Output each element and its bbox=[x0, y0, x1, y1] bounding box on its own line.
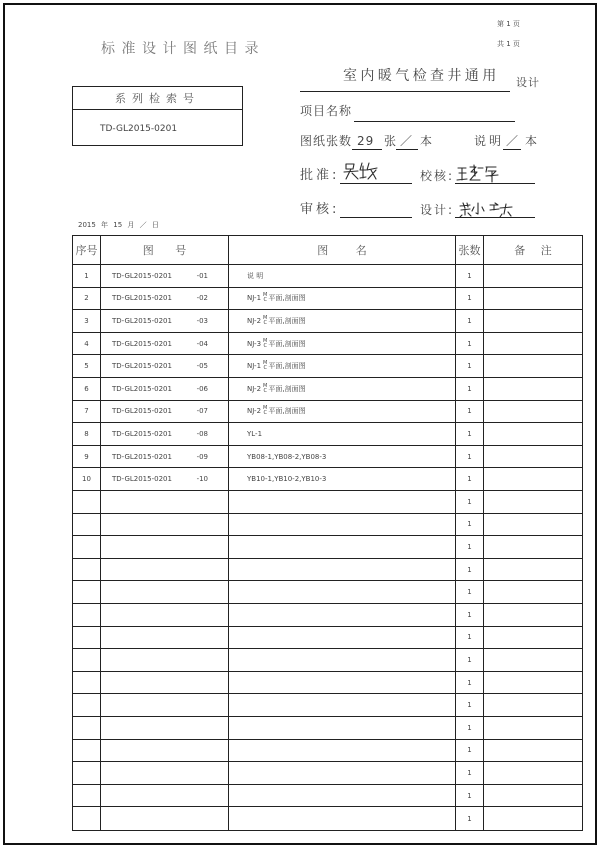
remark-cell bbox=[484, 401, 582, 423]
drawing-number: TD-GL2015-0201 bbox=[112, 271, 172, 280]
drawing-name-cell bbox=[229, 694, 456, 716]
fraction-bottom: C bbox=[263, 319, 267, 326]
drawing-name-cell bbox=[229, 468, 456, 490]
fraction-bottom: C bbox=[263, 297, 267, 304]
project-title: 室内暖气检查井通用 bbox=[343, 68, 500, 84]
drawing-name-cell bbox=[229, 423, 456, 445]
sheet-count: 1 bbox=[467, 678, 472, 687]
drawing-name-fraction bbox=[263, 406, 267, 416]
drawing-name-cell bbox=[229, 378, 456, 400]
table-row bbox=[73, 717, 582, 740]
table-row bbox=[73, 378, 582, 401]
sheet-count-cell bbox=[456, 265, 484, 287]
drawing-name-cell bbox=[229, 627, 456, 649]
remark-cell bbox=[484, 627, 582, 649]
row-number-cell bbox=[73, 694, 101, 716]
row-number-cell bbox=[73, 649, 101, 671]
sheet-count: 1 bbox=[467, 542, 472, 551]
drawing-number: TD-GL2015-0201 bbox=[112, 452, 172, 461]
project-name-label: 项目名称 bbox=[300, 104, 353, 118]
remark-cell bbox=[484, 423, 582, 445]
drawing-number-cell bbox=[101, 581, 229, 603]
remark-cell bbox=[484, 694, 582, 716]
drawing-name-cell bbox=[229, 740, 456, 762]
approve-label: 批准: bbox=[300, 168, 340, 183]
sheet-count-cell bbox=[456, 536, 484, 558]
table-row bbox=[73, 491, 582, 514]
drawing-name-cell bbox=[229, 717, 456, 739]
header-remark: 备 注 bbox=[514, 244, 552, 257]
drawing-name-tail: 平面,剖面图 bbox=[268, 316, 306, 325]
table-row bbox=[73, 740, 582, 763]
remark-cell bbox=[484, 762, 582, 784]
drawing-number-cell bbox=[101, 468, 229, 490]
sheet-count-cell bbox=[456, 355, 484, 377]
drawing-name: YB08-1,YB08-2,YB08-3 bbox=[247, 452, 327, 461]
project-title-suffix: 设计 bbox=[516, 76, 540, 89]
sheet-count: 1 bbox=[467, 768, 472, 777]
table-row bbox=[73, 536, 582, 559]
fraction-top: M bbox=[263, 360, 268, 367]
table-row bbox=[73, 310, 582, 333]
review-label: 审核: bbox=[300, 202, 340, 217]
row-number-cell bbox=[73, 288, 101, 310]
row-number-cell bbox=[73, 333, 101, 355]
sheet-count: 1 bbox=[467, 746, 472, 755]
drawing-name: NJ-2 bbox=[247, 407, 262, 416]
row-number-cell bbox=[73, 807, 101, 830]
drawing-name-cell bbox=[229, 265, 456, 287]
sheet-count-underline bbox=[352, 149, 382, 150]
remark-cell bbox=[484, 672, 582, 694]
sheet-count-cell bbox=[456, 468, 484, 490]
sheet-suffix: -08 bbox=[196, 429, 208, 438]
drawing-number-cell bbox=[101, 762, 229, 784]
drawing-name-cell bbox=[229, 672, 456, 694]
row-number-cell bbox=[73, 446, 101, 468]
drawing-name-fraction bbox=[263, 384, 267, 394]
sheet-count: 1 bbox=[467, 429, 472, 438]
row-number-cell bbox=[73, 468, 101, 490]
drawing-number-cell bbox=[101, 401, 229, 423]
fraction-top: M bbox=[263, 314, 268, 321]
drawing-number-cell bbox=[101, 740, 229, 762]
project-name-underline bbox=[354, 121, 515, 122]
drawing-number-cell bbox=[101, 649, 229, 671]
row-number: 5 bbox=[84, 362, 89, 371]
sheet-count-cell bbox=[456, 762, 484, 784]
sheet-count: 1 bbox=[467, 814, 472, 823]
row-number: 6 bbox=[84, 384, 89, 393]
remark-cell bbox=[484, 536, 582, 558]
table-row bbox=[73, 694, 582, 717]
review-underline bbox=[340, 217, 412, 218]
row-number-cell bbox=[73, 627, 101, 649]
drawing-number-cell bbox=[101, 288, 229, 310]
sheet-suffix: -05 bbox=[196, 362, 208, 371]
drawing-name-cell bbox=[229, 446, 456, 468]
drawing-number: TD-GL2015-0201 bbox=[112, 362, 172, 371]
sheet-count-cell bbox=[456, 401, 484, 423]
row-number-cell bbox=[73, 423, 101, 445]
drawing-number-cell bbox=[101, 559, 229, 581]
sheet-count-value: 29 bbox=[357, 134, 375, 148]
sheet-count-cell bbox=[456, 491, 484, 513]
sheet-suffix: -06 bbox=[196, 384, 208, 393]
table-row bbox=[73, 355, 582, 378]
drawing-number-cell bbox=[101, 694, 229, 716]
remark-cell bbox=[484, 333, 582, 355]
header-sheet-count: 张数 bbox=[456, 236, 484, 264]
row-number-cell bbox=[73, 265, 101, 287]
table-row bbox=[73, 559, 582, 582]
drawing-name-cell bbox=[229, 491, 456, 513]
sheet-count: 1 bbox=[467, 271, 472, 280]
notes-label: 说明 bbox=[474, 134, 505, 148]
row-number: 2 bbox=[84, 294, 89, 303]
drawing-name-tail: 平面,剖面图 bbox=[268, 384, 306, 393]
drawing-name-cell bbox=[229, 536, 456, 558]
drawing-number-cell bbox=[101, 514, 229, 536]
drawing-name: NJ-2 bbox=[247, 316, 262, 325]
drawing-name-tail: 平面,剖面图 bbox=[268, 407, 306, 416]
sheet-count: 1 bbox=[467, 384, 472, 393]
sheet-count-cell bbox=[456, 559, 484, 581]
sheet-suffix: -04 bbox=[196, 339, 208, 348]
drawing-name-fraction bbox=[263, 361, 267, 371]
table-row bbox=[73, 672, 582, 695]
sheet-count: 1 bbox=[467, 791, 472, 800]
sheet-count: 1 bbox=[467, 588, 472, 597]
remark-cell bbox=[484, 491, 582, 513]
table-row bbox=[73, 265, 582, 288]
fraction-bottom: C bbox=[263, 342, 267, 349]
sheet-count-cell bbox=[456, 740, 484, 762]
drawing-list-table bbox=[72, 235, 583, 831]
row-number: 9 bbox=[84, 452, 89, 461]
drawing-name: NJ-1 bbox=[247, 294, 262, 303]
remark-cell bbox=[484, 807, 582, 830]
notes-value: ／ bbox=[506, 134, 520, 148]
per-book-value: ／ bbox=[400, 134, 414, 148]
project-title-underline bbox=[300, 91, 510, 92]
drawing-number: TD-GL2015-0201 bbox=[112, 384, 172, 393]
table-row bbox=[73, 807, 582, 830]
per-book-unit: 本 bbox=[420, 134, 434, 148]
drawing-name-cell bbox=[229, 514, 456, 536]
sheet-count: 1 bbox=[467, 294, 472, 303]
table-row bbox=[73, 785, 582, 808]
sheet-count: 1 bbox=[467, 633, 472, 642]
document-title: 标准设计图纸目录 bbox=[101, 41, 265, 57]
sheet-suffix: -01 bbox=[196, 271, 208, 280]
row-number-cell bbox=[73, 401, 101, 423]
remark-cell bbox=[484, 740, 582, 762]
row-number: 1 bbox=[84, 271, 89, 280]
drawing-number: TD-GL2015-0201 bbox=[112, 316, 172, 325]
drawing-number-cell bbox=[101, 717, 229, 739]
row-number-cell bbox=[73, 581, 101, 603]
sheet-count-cell bbox=[456, 649, 484, 671]
row-number: 8 bbox=[84, 429, 89, 438]
sheet-suffix: -03 bbox=[196, 316, 208, 325]
sheet-count-cell bbox=[456, 604, 484, 626]
drawing-number-cell bbox=[101, 355, 229, 377]
table-row bbox=[73, 604, 582, 627]
remark-cell bbox=[484, 378, 582, 400]
table-row bbox=[73, 468, 582, 491]
sheet-count-cell bbox=[456, 581, 484, 603]
notes-unit: 本 bbox=[525, 134, 539, 148]
fraction-bottom: C bbox=[263, 410, 267, 417]
remark-cell bbox=[484, 785, 582, 807]
designer-signature bbox=[458, 199, 514, 219]
row-number-cell bbox=[73, 604, 101, 626]
fraction-top: M bbox=[263, 292, 268, 299]
sheet-count: 1 bbox=[467, 610, 472, 619]
row-number: 4 bbox=[84, 339, 89, 348]
remark-cell bbox=[484, 514, 582, 536]
drawing-number: TD-GL2015-0201 bbox=[112, 429, 172, 438]
drawing-name-cell bbox=[229, 401, 456, 423]
drawing-name-fraction bbox=[263, 339, 267, 349]
drawing-number-cell bbox=[101, 446, 229, 468]
drawing-number: TD-GL2015-0201 bbox=[112, 475, 172, 484]
drawing-name: YL-1 bbox=[247, 429, 263, 438]
row-number-cell bbox=[73, 491, 101, 513]
sheet-count-cell bbox=[456, 446, 484, 468]
header-row-number: 序号 bbox=[73, 236, 101, 264]
row-number-cell bbox=[73, 310, 101, 332]
row-number-cell bbox=[73, 740, 101, 762]
sheet-count: 1 bbox=[467, 339, 472, 348]
table-header bbox=[73, 236, 582, 265]
drawing-number-cell bbox=[101, 807, 229, 830]
drawing-number-cell bbox=[101, 627, 229, 649]
fraction-top: M bbox=[263, 382, 268, 389]
remark-cell bbox=[484, 265, 582, 287]
drawing-name: NJ-1 bbox=[247, 362, 262, 371]
drawing-number: TD-GL2015-0201 bbox=[112, 407, 172, 416]
sheet-count: 1 bbox=[467, 655, 472, 664]
sheet-count-cell bbox=[456, 423, 484, 445]
fraction-top: M bbox=[263, 405, 268, 412]
fraction-bottom: C bbox=[263, 387, 267, 394]
drawing-name-cell bbox=[229, 581, 456, 603]
row-number: 7 bbox=[84, 407, 89, 416]
header-drawing-number: 图 号 bbox=[101, 236, 229, 264]
notes-underline bbox=[503, 149, 521, 150]
remark-cell bbox=[484, 559, 582, 581]
drawing-number-cell bbox=[101, 672, 229, 694]
remark-cell bbox=[484, 355, 582, 377]
drawing-name-cell bbox=[229, 333, 456, 355]
sheet-count-label: 图纸张数 bbox=[300, 134, 353, 148]
sheet-count-cell bbox=[456, 672, 484, 694]
table-row bbox=[73, 401, 582, 424]
drawing-name: NJ-2 bbox=[247, 384, 262, 393]
remark-cell bbox=[484, 288, 582, 310]
per-book-underline bbox=[396, 149, 418, 150]
sheet-count-cell bbox=[456, 288, 484, 310]
sheet-count: 1 bbox=[467, 723, 472, 732]
drawing-number-cell bbox=[101, 423, 229, 445]
drawing-name-fraction bbox=[263, 293, 267, 303]
sheet-count-cell bbox=[456, 694, 484, 716]
sheet-count: 1 bbox=[467, 407, 472, 416]
row-number: 10 bbox=[82, 475, 91, 484]
remark-cell bbox=[484, 446, 582, 468]
sheet-count: 1 bbox=[467, 497, 472, 506]
table-row bbox=[73, 446, 582, 469]
drawing-name-cell bbox=[229, 310, 456, 332]
drawing-name: 说 明 bbox=[247, 271, 264, 280]
drawing-name-cell bbox=[229, 604, 456, 626]
row-number-cell bbox=[73, 514, 101, 536]
drawing-number: TD-GL2015-0201 bbox=[112, 339, 172, 348]
table-row bbox=[73, 581, 582, 604]
sheet-count-cell bbox=[456, 627, 484, 649]
sheet-count: 1 bbox=[467, 316, 472, 325]
header-drawing-name: 图 名 bbox=[229, 236, 456, 264]
row-number-cell bbox=[73, 672, 101, 694]
sheet-suffix: -02 bbox=[196, 294, 208, 303]
remark-cell bbox=[484, 468, 582, 490]
drawing-number-cell bbox=[101, 310, 229, 332]
sheet-count: 1 bbox=[467, 362, 472, 371]
drawing-number-cell bbox=[101, 785, 229, 807]
drawing-name-cell bbox=[229, 288, 456, 310]
sheet-suffix: -10 bbox=[196, 475, 208, 484]
drawing-number-cell bbox=[101, 491, 229, 513]
drawing-number-cell bbox=[101, 378, 229, 400]
fraction-bottom: C bbox=[263, 365, 267, 372]
sheet-count-cell bbox=[456, 333, 484, 355]
series-index-value: TD-GL2015-0201 bbox=[100, 124, 178, 134]
approver-signature bbox=[342, 160, 380, 184]
table-row bbox=[73, 333, 582, 356]
row-number-cell bbox=[73, 355, 101, 377]
drawing-number: TD-GL2015-0201 bbox=[112, 294, 172, 303]
sheet-count-cell bbox=[456, 514, 484, 536]
fraction-top: M bbox=[263, 337, 268, 344]
row-number-cell bbox=[73, 536, 101, 558]
table-row bbox=[73, 288, 582, 311]
sheet-count: 1 bbox=[467, 520, 472, 529]
drawing-number-cell bbox=[101, 604, 229, 626]
sheet-count: 1 bbox=[467, 701, 472, 710]
drawing-name-cell bbox=[229, 807, 456, 830]
drawing-name-tail: 平面,剖面图 bbox=[268, 294, 306, 303]
table-row bbox=[73, 514, 582, 537]
page-number: 第 1 页 bbox=[497, 20, 520, 28]
drawing-name-tail: 平面,剖面图 bbox=[268, 362, 306, 371]
table-row bbox=[73, 762, 582, 785]
table-row bbox=[73, 423, 582, 446]
drawing-number-cell bbox=[101, 333, 229, 355]
row-number-cell bbox=[73, 785, 101, 807]
row-number-cell bbox=[73, 762, 101, 784]
drawing-number-cell bbox=[101, 536, 229, 558]
design-label: 设计: bbox=[420, 203, 455, 217]
series-index-label: 系列检索号 bbox=[73, 87, 242, 110]
check-label: 校核: bbox=[420, 169, 455, 183]
row-number-cell bbox=[73, 717, 101, 739]
sheet-count-cell bbox=[456, 717, 484, 739]
remark-cell bbox=[484, 649, 582, 671]
sheet-suffix: -09 bbox=[196, 452, 208, 461]
sheet-count: 1 bbox=[467, 565, 472, 574]
remark-cell bbox=[484, 581, 582, 603]
remark-cell bbox=[484, 310, 582, 332]
row-number-cell bbox=[73, 378, 101, 400]
table-row bbox=[73, 627, 582, 650]
drawing-name-cell bbox=[229, 649, 456, 671]
sheet-count-unit: 张 bbox=[384, 134, 398, 148]
series-index-box bbox=[72, 86, 243, 146]
sheet-count-cell bbox=[456, 807, 484, 830]
sheet-count: 1 bbox=[467, 475, 472, 484]
sheet-count-cell bbox=[456, 310, 484, 332]
drawing-name-cell bbox=[229, 355, 456, 377]
drawing-name-fraction bbox=[263, 316, 267, 326]
drawing-name: YB10-1,YB10-2,YB10-3 bbox=[247, 475, 327, 484]
drawing-name: NJ-3 bbox=[247, 339, 262, 348]
sheet-suffix: -07 bbox=[196, 407, 208, 416]
drawing-name-tail: 平面,剖面图 bbox=[268, 339, 306, 348]
drawing-number-cell bbox=[101, 265, 229, 287]
page-total: 共 1 页 bbox=[497, 40, 520, 48]
drawing-name-cell bbox=[229, 559, 456, 581]
remark-cell bbox=[484, 717, 582, 739]
sheet-count-cell bbox=[456, 378, 484, 400]
drawing-name-cell bbox=[229, 762, 456, 784]
remark-cell bbox=[484, 604, 582, 626]
row-number-cell bbox=[73, 559, 101, 581]
row-number: 3 bbox=[84, 316, 89, 325]
sheet-count: 1 bbox=[467, 452, 472, 461]
sheet-count-cell bbox=[456, 785, 484, 807]
catalog-date: 2015 年 15 月 ／ 日 bbox=[78, 221, 159, 229]
drawing-name-cell bbox=[229, 785, 456, 807]
checker-signature bbox=[455, 163, 501, 185]
table-row bbox=[73, 649, 582, 672]
